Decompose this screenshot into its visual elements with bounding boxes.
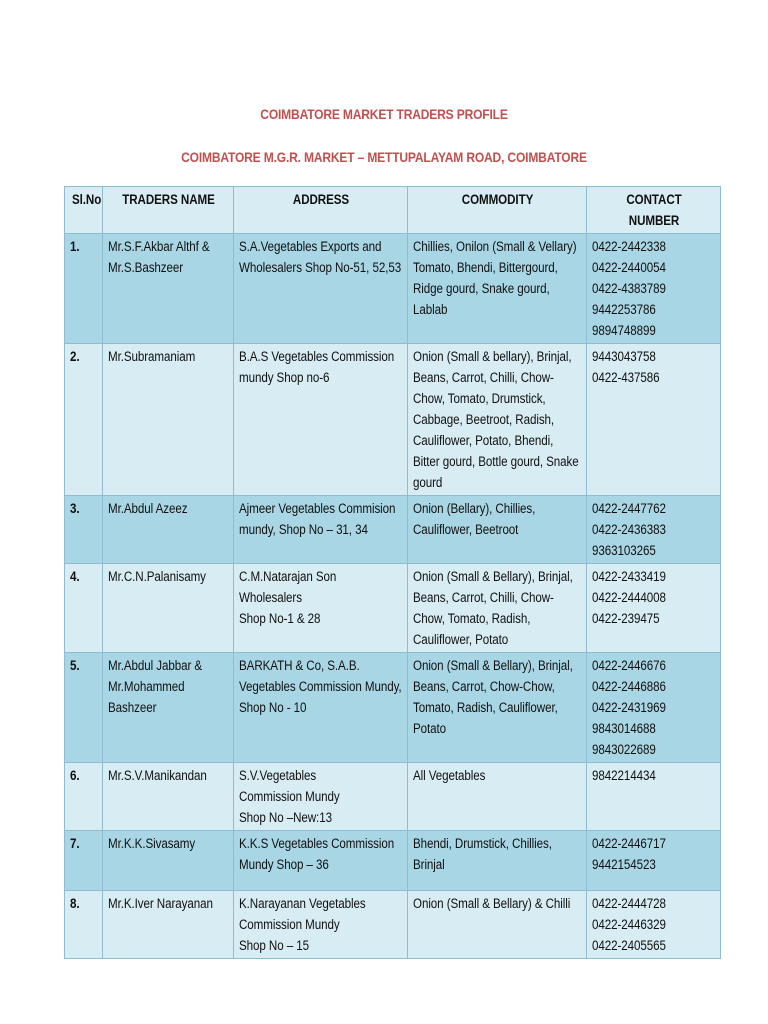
cell-commodity: Onion (Small & Bellary) & Chilli	[408, 891, 587, 959]
cell-slno: 1.	[65, 234, 103, 344]
cell-contact: 9443043758 0422-437586	[587, 344, 721, 496]
cell-contact: 9842214434	[587, 763, 721, 831]
cell-address: K.K.S Vegetables Commission Mundy Shop – 36	[234, 831, 408, 891]
header-contact-number: CONTACT NUMBER	[587, 187, 721, 234]
cell-contact: 0422-2444728 0422-2446329 0422-2405565	[587, 891, 721, 959]
cell-address: BARKATH & Co, S.A.B. Vegetables Commission Mundy, Shop No - 10	[234, 653, 408, 763]
cell-name: Mr.C.N.Palanisamy	[103, 564, 234, 653]
cell-address: S.V.Vegetables Commission Mundy Shop No –New:13	[234, 763, 408, 831]
cell-name: Mr.S.F.Akbar Althf & Mr.S.Bashzeer	[103, 234, 234, 344]
header-slno: Sl.No	[65, 187, 103, 234]
cell-commodity: All Vegetables	[408, 763, 587, 831]
table-row	[65, 564, 721, 653]
table-row	[65, 763, 721, 831]
cell-name: Mr.Abdul Azeez	[103, 496, 234, 564]
cell-slno: 3.	[65, 496, 103, 564]
table-header-row	[65, 187, 721, 234]
table-row	[65, 891, 721, 959]
table-row	[65, 496, 721, 564]
cell-commodity: Onion (Small & Bellary), Brinjal, Beans, Carrot, Chow-Chow, Tomato, Radish, Cauliflower, Potato	[408, 653, 587, 763]
table-row	[65, 344, 721, 496]
document-title: COIMBATORE MARKET TRADERS PROFILE	[260, 106, 508, 122]
cell-contact: 0422-2433419 0422-2444008 0422-239475	[587, 564, 721, 653]
cell-name: Mr.Subramaniam	[103, 344, 234, 496]
cell-name: Mr.Abdul Jabbar & Mr.Mohammed Bashzeer	[103, 653, 234, 763]
cell-name: Mr.K.K.Sivasamy	[103, 831, 234, 891]
cell-commodity: Onion (Small & bellary), Brinjal, Beans, Carrot, Chilli, Chow-Chow, Tomato, Drumstick, Cabbage, Beetroot, Radish, Cauliflower, Potato, Bhendi, Bitter gourd, Bottle gourd, Snake gourd	[408, 344, 587, 496]
header-commodity: COMMODITY	[408, 187, 587, 234]
cell-address: C.M.Natarajan Son Wholesalers Shop No-1 & 28	[234, 564, 408, 653]
header-traders-name: TRADERS NAME	[103, 187, 234, 234]
cell-slno: 6.	[65, 763, 103, 831]
table-row	[65, 653, 721, 763]
header-address: ADDRESS	[234, 187, 408, 234]
cell-name: Mr.S.V.Manikandan	[103, 763, 234, 831]
cell-commodity: Onion (Small & Bellary), Brinjal, Beans, Carrot, Chilli, Chow-Chow, Tomato, Radish, Cauliflower, Potato	[408, 564, 587, 653]
cell-slno: 4.	[65, 564, 103, 653]
cell-contact: 0422-2447762 0422-2436383 9363103265	[587, 496, 721, 564]
cell-address: Ajmeer Vegetables Commision mundy, Shop No – 31, 34	[234, 496, 408, 564]
cell-contact: 0422-2446676 0422-2446886 0422-2431969 9843014688 9843022689	[587, 653, 721, 763]
cell-slno: 5.	[65, 653, 103, 763]
cell-commodity: Bhendi, Drumstick, Chillies, Brinjal	[408, 831, 587, 891]
cell-slno: 2.	[65, 344, 103, 496]
document-subtitle: COIMBATORE M.G.R. MARKET – METTUPALAYAM ROAD, COIMBATORE	[181, 149, 587, 165]
cell-address: S.A.Vegetables Exports and Wholesalers Shop No-51, 52,53	[234, 234, 408, 344]
cell-contact: 0422-2442338 0422-2440054 0422-4383789 9442253786 9894748899	[587, 234, 721, 344]
traders-table	[64, 186, 721, 959]
cell-slno: 8.	[65, 891, 103, 959]
cell-contact: 0422-2446717 9442154523	[587, 831, 721, 891]
cell-slno: 7.	[65, 831, 103, 891]
cell-address: K.Narayanan Vegetables Commission Mundy Shop No – 15	[234, 891, 408, 959]
table-row	[65, 234, 721, 344]
cell-name: Mr.K.Iver Narayanan	[103, 891, 234, 959]
cell-commodity: Onion (Bellary), Chillies, Cauliflower, Beetroot	[408, 496, 587, 564]
cell-address: B.A.S Vegetables Commission mundy Shop no-6	[234, 344, 408, 496]
cell-commodity: Chillies, Onilon (Small & Vellary) Tomato, Bhendi, Bittergourd, Ridge gourd, Snake gourd, Lablab	[408, 234, 587, 344]
table-row	[65, 831, 721, 891]
